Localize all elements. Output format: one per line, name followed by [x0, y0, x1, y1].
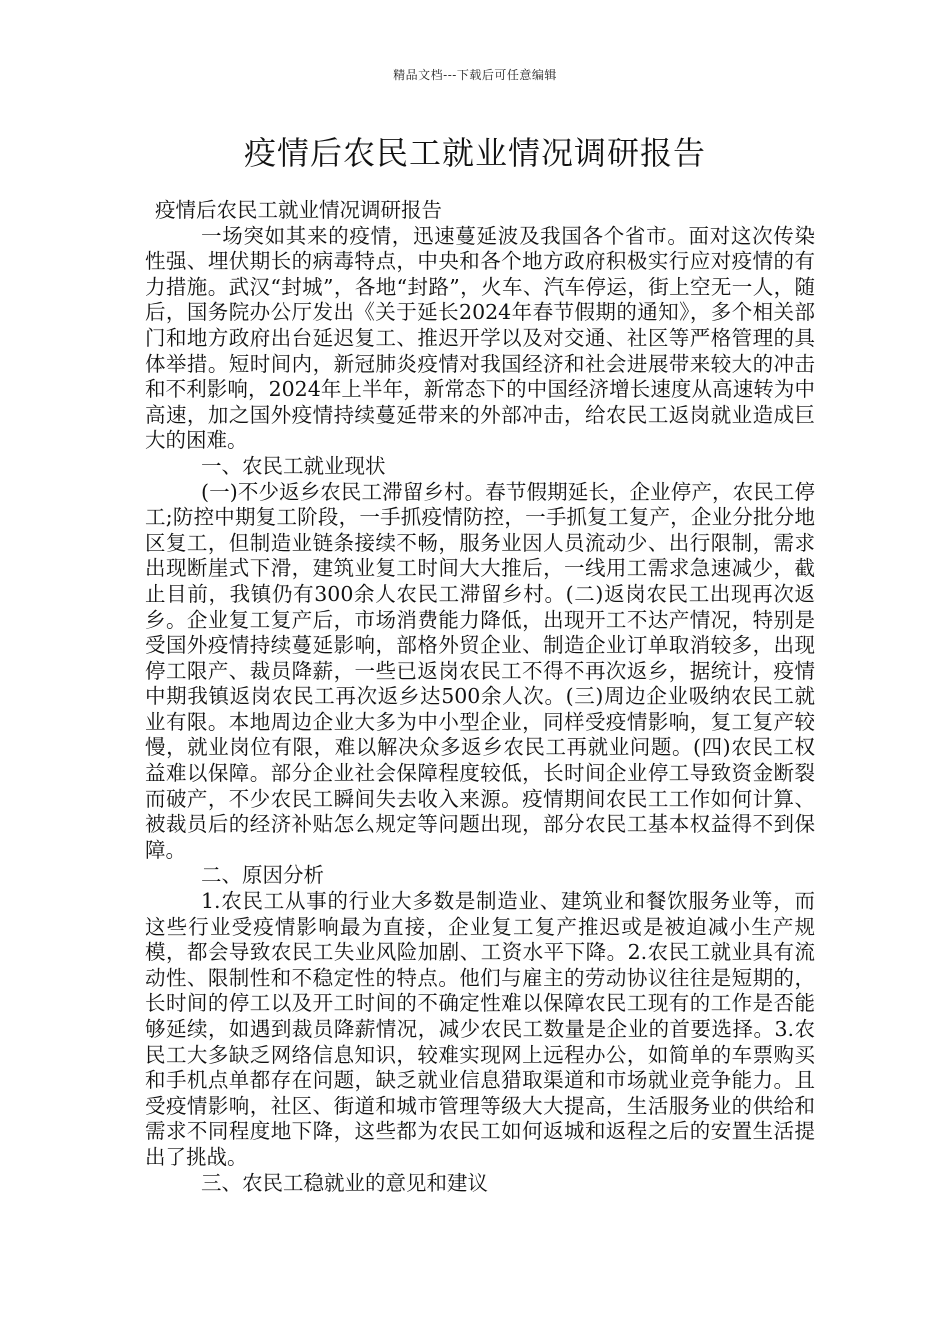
paragraph-intro: 一场突如其来的疫情，迅速蔓延波及我国各个省市。面对这次传染性强、埋伏期长的病毒特点，中央和各个地方政府积极实行应对疫情的有力措施。武汉“封城”，各地“封路”，火车、汽车停运，街上空无一人，随后，国务院办公厅发出《关于延长2024年春节假期的通知》，多个相关部门和地方政府出台延迟复工、推迟开学以及对交通、社区等严格管理的具体举措。短时间内，新冠肺炎疫情对我国经济和社会进展带来较大的冲击和不利影响，2024年上半年，新常态下的中国经济增长速度从高速转为中高速，加之国外疫情持续蔓延带来的外部冲击，给农民工返岗就业造成巨大的困难。 [145, 223, 815, 453]
section-heading-3: 三、农民工稳就业的意见和建议 [201, 1170, 488, 1195]
section-heading-1: 一、农民工就业现状 [201, 453, 386, 478]
paragraph-cause-analysis: 1.农民工从事的行业大多数是制造业、建筑业和餐饮服务业等，而这些行业受疫情影响最为直接，企业复工复产推迟或是被迫减小生产规模，都会导致农民工失业风险加剧、工资水平下降。2.农民工就业具有流动性、限制性和不稳定性的特点。他们与雇主的劳动协议往往是短期的，长时间的停工以及开工时间的不确定性难以保障农民工现有的工作是否能够延续，如遇到裁员降薪情况，减少农民工数量是企业的首要选择。3.农民工大多缺乏网络信息知识，较难实现网上远程办公，如简单的车票购买和手机点单都存在问题，缺乏就业信息猎取渠道和市场就业竞争能力。且受疫情影响，社区、街道和城市管理等级大大提高，生活服务业的供给和需求不同程度地下降，这些都为农民工如何返城和返程之后的安置生活提出了挑战。 [145, 889, 815, 1169]
paragraph-current-situation: (一)不少返乡农民工滞留乡村。春节假期延长，企业停产，农民工停工;防控中期复工阶段，一手抓疫情防控，一手抓复工复产，企业分批分地区复工，但制造业链条接续不畅，服务业因人员流动少、出行限制，需求出现断崖式下滑，建筑业复工时间大大推后，一线用工需求急速减少，截止目前，我镇仍有300余人农民工滞留乡村。(二)返岗农民工出现再次返乡。企业复工复产后，市场消费能力降低，出现开工不达产情况，特别是受国外疫情持续蔓延影响，部格外贸企业、制造企业订单取消较多，出现停工限产、裁员降薪，一些已返岗农民工不得不再次返乡，据统计，疫情中期我镇返岗农民工再次返乡达500余人次。(三)周边企业吸纳农民工就业有限。本地周边企业大多为中小型企业，同样受疫情影响，复工复产较慢，就业岗位有限，难以解决众多返乡农民工再就业问题。(四)农民工权益难以保障。部分企业社会保障程度较低，长时间企业停工导致资金断裂而破产，不少农民工瞬间失去收入来源。疫情期间农民工工作如何计算、被裁员后的经济补贴怎么规定等问题出现，部分农民工基本权益得不到保障。 [145, 479, 815, 862]
document-subtitle: 疫情后农民工就业情况调研报告 [155, 198, 442, 222]
page-header-note: 精品文档---下载后可任意编辑 [393, 68, 557, 82]
section-heading-2: 二、原因分析 [201, 863, 324, 888]
document-body [145, 198, 815, 1196]
document-title: 疫情后农民工就业情况调研报告 [243, 134, 706, 172]
